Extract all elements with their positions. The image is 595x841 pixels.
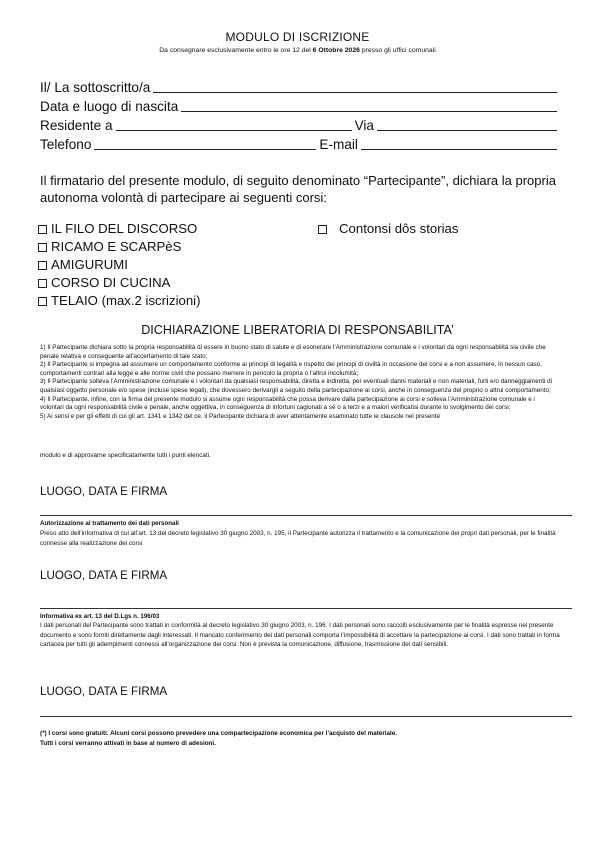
- birth-input-line[interactable]: [181, 100, 557, 112]
- course-option[interactable]: [38, 293, 201, 309]
- course-label: RICAMO E SCARPèS: [51, 239, 182, 254]
- course-label: IL FILO DEL DISCORSO: [51, 221, 198, 236]
- street-input-line[interactable]: [377, 119, 557, 131]
- liability-heading: DICHIARAZIONE LIBERATORIA DI RESPONSABILITA’: [141, 323, 454, 337]
- birth-field-row: [40, 99, 557, 115]
- form-subtitle: [0, 47, 595, 54]
- residence-field-row: [40, 118, 557, 134]
- signature-line[interactable]: [40, 608, 572, 609]
- contact-field-row: [40, 137, 557, 153]
- email-input-line[interactable]: [361, 138, 557, 150]
- footnote-line: (*) I corsi sono gratuiti. Alcuni corsi possono prevedere una compartecipazione economica per l’acquisto del materiale.: [40, 730, 398, 737]
- liability-clause: 3) Il Partecipante solleva l’Amministrazione comunale e i volontari da qualsiasi responsabilità, diretta e indiretta, per eventuali danni materiali e non materiali, furti e/o danneggiamenti di qualsiasi oggetto personale e/o spese (incluse spese legali), che dovessero derivargli a seguito della partecipazione ai corsi, anche in conseguenza del proprio o altrui comportamento;: [40, 378, 553, 394]
- signature-label: LUOGO, DATA E FIRMA: [40, 485, 168, 498]
- checkbox-icon[interactable]: [38, 261, 47, 270]
- name-label: Il/ La sottoscritto/a: [40, 80, 151, 95]
- liability-clause: 5) Ai sensi e per gli effetti di cui gli art. 1341 e 1342 del ce. il Partecipante dichiara di aver attentamente esaminato tutte le clausole nel presente: [40, 412, 440, 420]
- signature-label: LUOGO, DATA E FIRMA: [40, 685, 168, 698]
- subtitle-deadline-date: 6 Ottobre 2026: [312, 47, 360, 54]
- residence-label: Residente a: [40, 118, 113, 133]
- privacy-notice-text: I dati personali del Partecipante sono trattati in conformità al decreto legislativo 30 giugno 2003, n. 196. I dati personali sono raccolti esclusivamente per le finalità espresse nel presente documento e sono forniti direttamente dagli interessati. Il mancato conferimento dei dati personali comporta l’impossibilità di accettare la partecipazione ai corsi. I dati sono trattati in forma cartacea per tutti gli adempimenti connessi all’organizzazione dei corsi. Non è prevista la comunicazione, diffusione, trasmissione dei dati sensibili.: [40, 622, 560, 649]
- checkbox-icon[interactable]: [38, 297, 47, 306]
- checkbox-icon[interactable]: [38, 279, 47, 288]
- participation-declaration: Il firmatario del presente modulo, di seguito denominato “Partecipante”, dichiara la propria autonoma volontà di partecipare ai seguenti corsi:: [40, 173, 556, 205]
- signature-line[interactable]: [40, 515, 572, 516]
- course-option[interactable]: [38, 257, 128, 273]
- course-label: Contonsi dôs storias: [339, 221, 459, 236]
- checkbox-icon[interactable]: [38, 243, 47, 252]
- subtitle-location: presso gli uffici comunali: [359, 47, 436, 54]
- phone-input-line[interactable]: [94, 138, 316, 150]
- form-title: MODULO DI ISCRIZIONE: [225, 30, 370, 44]
- subtitle-text: Da consegnare esclusivamente entro le ore 12 del: [159, 47, 313, 54]
- liability-clause: 1) Il Partecipante dichiara sotto la propria responsabilità di essere in buono stato di salute e di esonerare l’Amministrazione comunale e i volontari da ogni responsabilità sia civile che penale relativa e conseguente all’accertamento di tale stato;: [40, 344, 546, 360]
- name-input-line[interactable]: [153, 81, 557, 93]
- signature-line[interactable]: [40, 716, 572, 717]
- course-label: TELAIO (max.2 iscrizioni): [51, 293, 201, 308]
- signature-label: LUOGO, DATA E FIRMA: [40, 569, 168, 582]
- liability-closing: modulo e di approvarne specificatamente tutti i punti elencati.: [40, 452, 211, 459]
- course-option[interactable]: [318, 221, 458, 237]
- birth-label: Data e luogo di nascita: [40, 99, 179, 114]
- course-option[interactable]: [38, 239, 181, 255]
- privacy-consent-title: Autorizzazione al trattamento dei dati personali: [40, 520, 179, 527]
- phone-label: Telefono: [40, 137, 92, 152]
- privacy-notice-title: Informativa ex art. 13 del D.Lgs n. 196/03: [40, 613, 160, 620]
- course-option[interactable]: [38, 275, 170, 291]
- course-option[interactable]: [38, 221, 197, 237]
- name-field-row: [40, 80, 557, 96]
- footnote: [40, 729, 565, 749]
- checkbox-icon[interactable]: [38, 225, 47, 234]
- liability-clauses: [40, 344, 560, 421]
- residence-input-line[interactable]: [116, 119, 352, 131]
- liability-clause: 2) Il Partecipante si impegna ad assumere un comportamento conforme ai principi di legalità e rispetto dei principi di civiltà in occasione dei corsi e a non assumere, in nessun caso, comportamenti contrari alla legge e alle norme civili che possano merrere in pericolo la propria o l’altrui incolumità;: [40, 361, 542, 377]
- email-label: E-mail: [319, 137, 358, 152]
- privacy-consent-text: Preso atto dell’informativa di cui all’art. 13 del decreto legislativo 30 giugno 2003, n. 195, il Partecipante autorizza il trattamento e la comunicazione dei propri dati personali, per le finalità connesse alla realizzazione dei corsi: [40, 530, 556, 547]
- checkbox-icon[interactable]: [318, 225, 327, 234]
- street-label: Via: [354, 118, 374, 133]
- footnote-line: Tutti i corsi verranno attivati in base al numero di adesioni.: [40, 740, 216, 747]
- course-label: CORSO DI CUCINA: [51, 275, 171, 290]
- liability-clause: 4) Il Partecipante, infine, con la firma del presente modulo si assume ogni responsabilità che possa derivare dalla partecipazione ai corsi e solleva l’Amministrazione comunale e i volontari da ogni responsabilità civile e penale, anche oggettiva, in conseguenza di infortuni cagionati a sé o a terzi e a malori verificatisi durante lo svolgimento dei corsi;: [40, 395, 535, 412]
- course-label: AMIGURUMI: [51, 257, 128, 272]
